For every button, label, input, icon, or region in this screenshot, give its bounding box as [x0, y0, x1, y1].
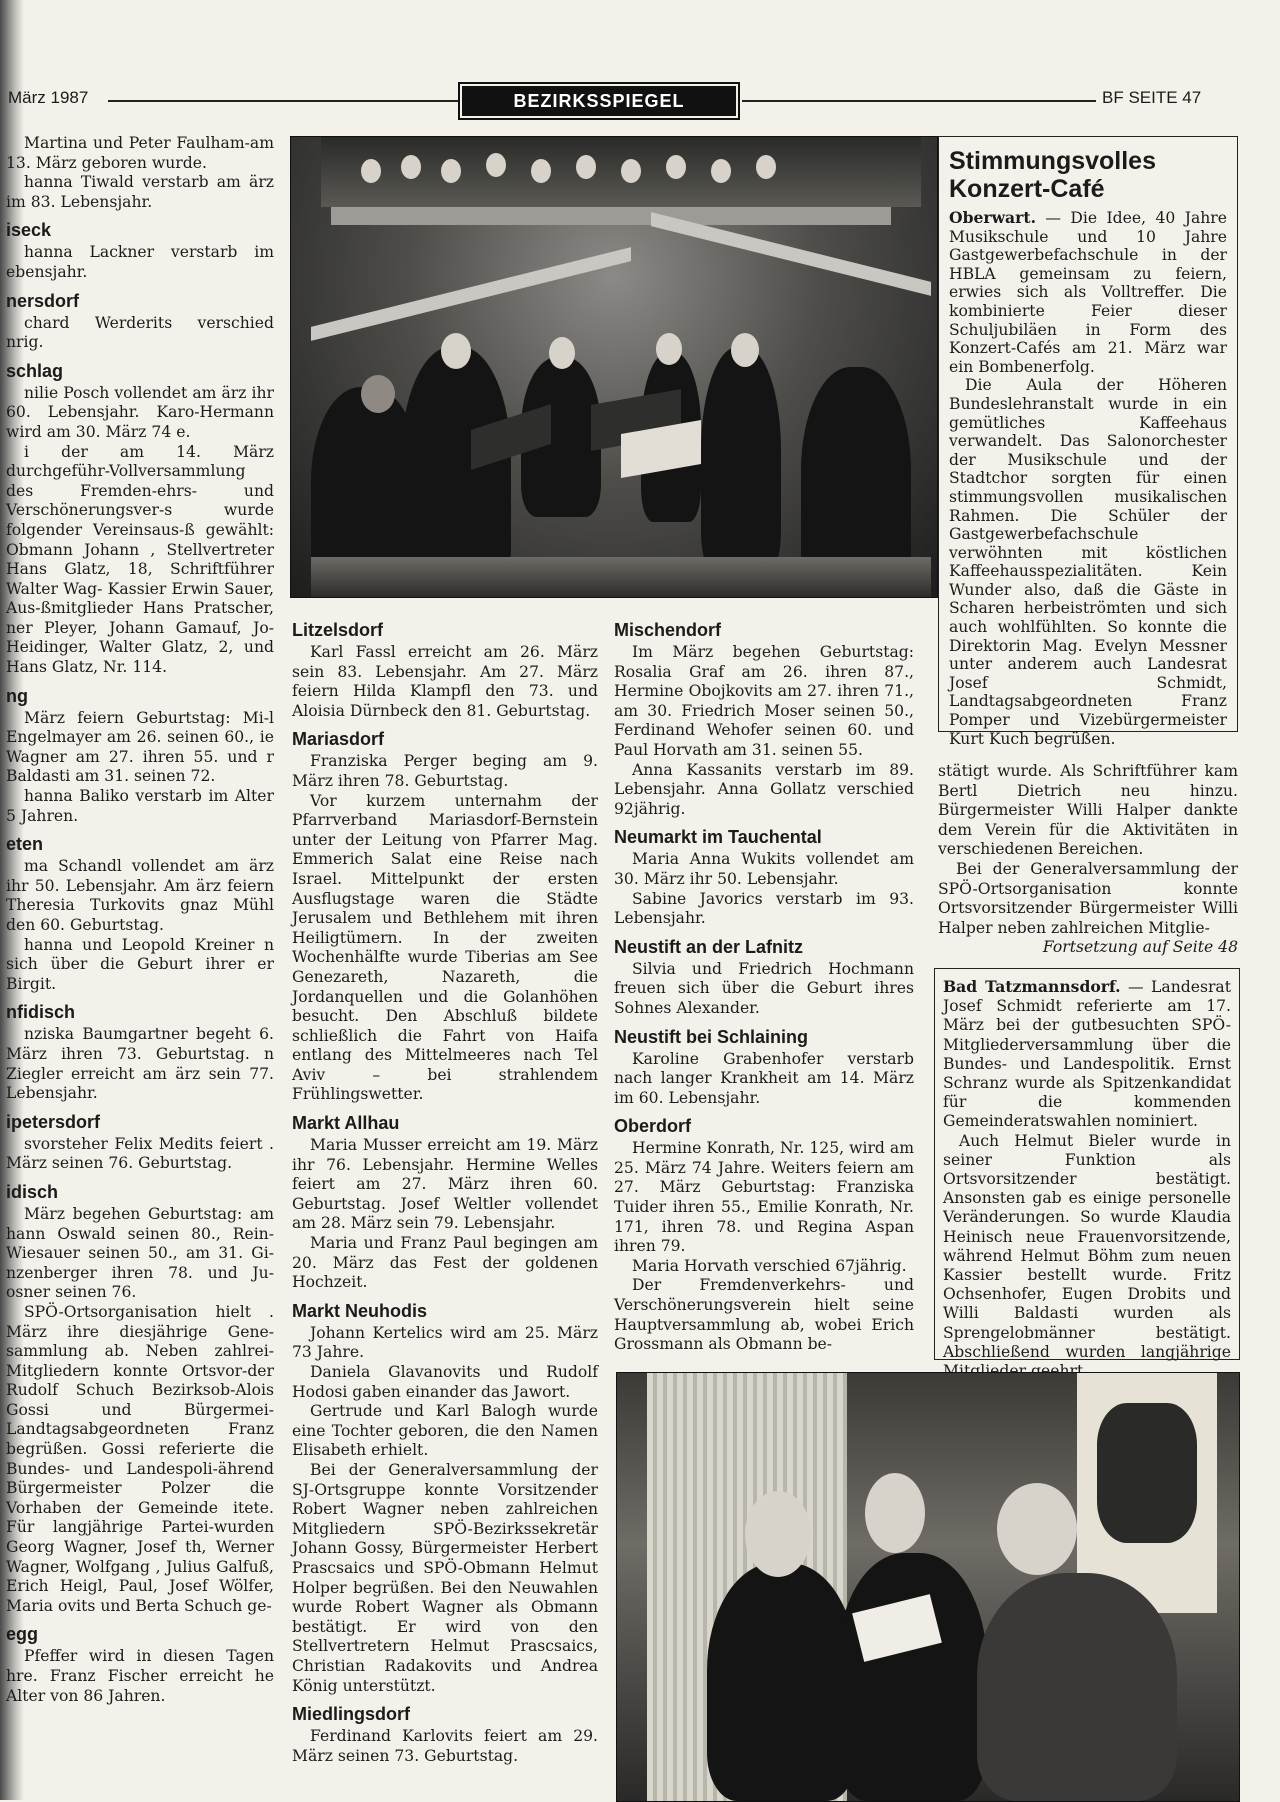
column-3-paragraph: Anna Kassanits verstarb im 89. Lebensjahr. Anna Gollatz verschied 92jährig. — [614, 760, 914, 818]
left-column-paragraph: März feiern Geburtstag: Mi-l Engelmayer am 26. seinen 60., ie Wagner am 27. ihren 55. und r Baldasti am 31. seinen 72. — [6, 708, 274, 786]
left-column-paragraph: i der am 14. März durchgeführ-Vollversammlung des Fremden-ehrs- und Verschönerungsver-s wurde folgender Vereinsaus-ß gewählt: Obmann Johann , Stellvertreter Hans Glatz, 18, Schriftführer Walter Wag- Kassier Erwin Sauer, Aus-ßmitglieder Hans Pratscher, ner Pleyer, Johann Gamauf, Jo- Heidinger, Walter Glatz, 2, und Hans Glatz, Nr. 114. — [6, 442, 274, 677]
left-column-heading: egg — [6, 1624, 39, 1645]
column-3-heading: Mischendorf — [614, 620, 722, 640]
column-2-heading: Mariasdorf — [292, 729, 385, 750]
concert-photo — [290, 136, 938, 598]
left-column-paragraph: chard Werderits verschied nrig. — [6, 313, 274, 352]
left-column-paragraph: hanna und Leopold Kreiner n sich über die Geburt ihrer er Birgit. — [6, 935, 274, 993]
column-3-paragraph: Maria Horvath verschied 67jährig. — [632, 1256, 907, 1275]
article-dateline: Oberwart. — [949, 208, 1036, 227]
tatzmannsdorf-p1: — Landesrat Josef Schmidt referierte am 17. März bei der gutbesuchten SPÖ-Mitgliederversammlung über die Bundes- und Landespolitik. Ernst Schranz wurde als Spitzenkandidat für die kommenden Gemeinderatswahlen nominiert. — [943, 978, 1231, 1131]
left-column-heading: iseck — [6, 220, 52, 241]
column-2-paragraph: Ferdinand Karlovits feiert am 29. März seinen 73. Geburtstag. — [292, 1727, 598, 1765]
left-column-paragraph: SPÖ-Ortsorganisation hielt . März ihre diesjährige Gene-sammlung ab. Neben zahlrei-Mitgliedern konnte Ortsvor-der Rudolf Schuch Bezirksob-Alois Gossi und Bürgermei-Landtagsabgeordneten Franz begrüßen. Gossi referierte die Bundes- und Landespoli-ährend Bürgermeister Polzer die Vorhaben der Gemeinde itete. Für langjährige Partei-wurden Georg Wagner, Josef th, Werner Wagner, Wolfgang , Julius Galfuß, Erich Heigl, Paul, Josef Wölfer, Maria ovits und Berta Schuch ge- — [6, 1302, 274, 1615]
column-2-heading: Litzelsdorf — [292, 620, 384, 640]
left-column-paragraph: Pfeffer wird in diesen Tagen hre. Franz Fischer erreicht he Alter von 86 Jahren. — [6, 1647, 274, 1705]
left-column-paragraph: nziska Baumgartner begeht 6. März ihren 73. Geburtstag. n Ziegler erreicht am ärz sein 77. Lebensjahr. — [6, 1025, 274, 1103]
column-2 — [292, 612, 598, 1766]
article-lead: — Die Idee, 40 Jahre Musikschule und 10 Jahre Gastgewerbefachschule in der HBLA gemeinsam zu feiern, erwies sich als Volltreffer. Die kombinierte Feier dieser Schuljubiläen in Form des Konzert-Cafés am 21. März war ein Bombenerfolg. — [949, 209, 1227, 376]
left-column-heading: nfidisch — [6, 1002, 76, 1023]
left-column-paragraph: ma Schandl vollendet am ärz ihr 50. Lebensjahr. Am ärz feiern Theresia Turkovits gnaz Mühl den 60. Geburtstag. — [6, 857, 274, 934]
column-4 — [938, 762, 1238, 958]
column-2-paragraph: Karl Fassl erreicht am 26. März sein 83. Lebensjahr. Am 27. März feiern Hilda Klampfl den 73. und Aloisia Dürnbeck den 81. Geburtstag. — [292, 643, 598, 720]
column-4-p2: Bei der Generalversammlung der SPÖ-Ortsorganisation konnte Ortsvorsitzender Bürgermeister Willi Halper neben zahlreichen Mitglie- — [938, 859, 1238, 937]
column-3-paragraph: Sabine Javorics verstarb im 93. Lebensjahr. — [614, 889, 914, 928]
column-2-paragraph: Maria Musser erreicht am 19. März ihr 76. Lebensjahr. Hermine Welles feiert am 27. März ihren 60. Geburtstag. Josef Weltler vollendet am 28. März sein 79. Lebensjahr. — [292, 1136, 598, 1233]
concert-cafe-article — [938, 136, 1238, 748]
left-column-paragraph: hanna Tiwald verstarb am ärz im 83. Lebensjahr. — [6, 173, 274, 211]
article-headline: Stimmungsvolles Konzert-Café — [949, 147, 1156, 203]
tatzmannsdorf-p2: Auch Helmut Bieler wurde in seiner Funktion als Ortsvorsitzender bestätigt. Ansonsten gab es einige personelle Veränderungen. So wurde Klaudia Heinisch neue Frauenvorsitzende, während Helmut Böhm zum neuen Kassier bestellt wurde. Fritz Ochsenhofer, Eugen Drobits und Willi Baldasti wurden als Sprengelobmänner bestätigt. Abschließend wurden langjährige — [943, 1131, 1231, 1361]
header-date: März 1987 — [8, 88, 89, 107]
column-2-paragraph: Bei der Generalversammlung der SJ-Ortsgruppe konnte Vorsitzender Robert Wagner neben zahlreichen Mitgliedern SPÖ-Bezirkssekretär Johann Gossy, Bürgermeister Herbert Prascsaics und SPÖ-Obmann Helmut Holper begrüßen. Bei den Neuwahlen wurde Robert Wagner als Obmann bestätigt. Er wird von den Stellvertretern Helmut Prascsaics, Christian Radakovits und Andrea König unterstützt. — [292, 1460, 598, 1695]
column-3-paragraph: Hermine Konrath, Nr. 125, wird am 25. März 74 Jahre. Weiters feiern am 27. März Geburtstag: Franziska Tuider ihren 55., Emilie Konrath, Nr. 171, ihren 78. und Regina Aspan ihren 79. — [614, 1139, 914, 1256]
left-column-heading: nersdorf — [6, 290, 80, 311]
column-3-heading: Oberdorf — [614, 1116, 692, 1137]
left-column-paragraph: hanna Baliko verstarb im Alter 5 Jahren. — [6, 787, 274, 825]
column-3-paragraph: Karoline Grabenhofer verstarb nach langer Krankheit am 14. März im 60. Lebensjahr. — [614, 1049, 914, 1107]
column-3-heading: Neumarkt im Tauchental — [614, 827, 822, 848]
column-2-paragraph: Gertrude und Karl Balogh wurde eine Tochter geboren, die den Namen Elisabeth erhielt. — [292, 1402, 598, 1460]
left-column-paragraph: nilie Posch vollendet am ärz ihr 60. Lebensjahr. Karo-Hermann wird am 30. März 74 e. — [6, 383, 274, 441]
column-2-heading: Markt Neuhodis — [292, 1300, 428, 1321]
header-rule-left — [108, 100, 460, 102]
column-3-paragraph: Maria Anna Wukits vollendet am 30. März ihr 50. Lebensjahr. — [614, 850, 914, 888]
column-4-p1: stätigt wurde. Als Schriftführer kam Bertl Dietrich neu hinzu. Bürgermeister Willi Halper dankte dem Verein für die Aktivitäten in verschiedenen Bereichen. — [938, 762, 1238, 859]
left-column — [0, 134, 274, 1706]
left-column-heading: eten — [6, 834, 44, 855]
page-number: BF SEITE 47 — [1102, 88, 1202, 107]
column-3-heading: Neustift an der Lafnitz — [614, 936, 804, 957]
tatzmannsdorf-article — [934, 968, 1240, 1360]
column-3-paragraph: Silvia und Friedrich Hochmann freuen sich über die Geburt ihres Sohnes Alexander. — [614, 959, 914, 1017]
column-2-heading: Miedlingsdorf — [292, 1704, 410, 1725]
left-column-heading: schlag — [6, 360, 64, 381]
column-3-paragraph: Im März begehen Geburtstag: Rosalia Graf am 26. ihren 87., Hermine Obojkovits am 27. ihren 71., am 30. Friedrich Moser seinen 50., Ferdinand Wehofer seinen 60. und Paul Horvath am 31. seinen 55. — [614, 643, 914, 759]
column-3-heading: Neustift bei Schlaining — [614, 1026, 809, 1047]
column-2-paragraph: Daniela Glavanovits und Rudolf Hodosi gaben einander das Jawort. — [292, 1363, 598, 1401]
column-3 — [614, 612, 914, 1355]
tatzmannsdorf-dateline: Bad Tatzmannsdorf. — [943, 977, 1121, 996]
column-2-paragraph: Vor kurzem unternahm der Pfarrverband Mariasdorf-Bernstein unter der Leitung von Pfarrer Mag. Emmerich Salat eine Reise nach Israel. Mittelpunkt der ersten Ausflugstage waren die Städte Jerusalem und Bethlehem mit ihren Heiligtümern. In der zweiten Wochenhälfte wurde Tiberias am See Genezareth, Nazareth, die Jordanquellen und die Golanhöhen besucht. Den Abschluß bildete schließlich die Fahrt von Haifa entlang des Mittelmeeres nach Tel Aviv – bei strahlendem Frühlingswetter. — [292, 791, 598, 1104]
column-2-paragraph: Maria und Franz Paul begingen am 20. März das Fest der goldenen Hochzeit. — [292, 1234, 598, 1292]
left-column-heading: ng — [6, 685, 28, 706]
left-column-heading: ipetersdorf — [6, 1111, 101, 1132]
column-2-paragraph: Johann Kertelics wird am 25. März 73 Jahre. — [292, 1323, 598, 1362]
article-body: Die Aula der Höheren Bundeslehranstalt wurde in ein gemütliches Kaffeehaus verwandelt. Das Salonorchester der Musikschule und der Stadtchor sorgten für einen stimmungsvollen musikalischen Rahmen. Die Schüler der Gastgewerbefachschule verwöhnten mit köstlichen Kaffeehausspezialitäten. Kein Wunder also, daß die Gäste in Scharen herbeiströmten und sich auch wohlfühlten. So konnte die Direktorin Mag. Evelyn Messner unter anderem auch Landesrat Josef Schmidt, Landtagsabgeordneten Franz Pomper und Vizebürgermeister Kurt Kuch begrüßen. — [949, 376, 1227, 748]
left-column-paragraph: Martina und Peter Faulham-am 13. März geboren wurde. — [6, 134, 274, 172]
column-3-paragraph: Der Fremdenverkehrs- und Verschönerungsverein hielt seine Hauptversammlung ab, wobei Erich Grossmann als Obmann be- — [614, 1276, 914, 1354]
left-column-paragraph: März begehen Geburtstag: am hann Oswald seinen 80., Rein-Wiesauer seinen 50., am 31. Gi-nzenberger ihren 78. und Ju-osner seinen 76. — [6, 1204, 274, 1302]
header-rule-right — [742, 100, 1096, 102]
column-2-paragraph: Franziska Perger beging am 9. März ihren 78. Geburtstag. — [292, 752, 598, 790]
left-column-heading: idisch — [6, 1181, 59, 1202]
left-column-paragraph: hanna Lackner verstarb im ebensjahr. — [6, 243, 274, 281]
section-title: BEZIRKSSPIEGEL — [462, 86, 736, 116]
left-column-paragraph: svorsteher Felix Medits feiert . März seinen 76. Geburtstag. — [6, 1134, 274, 1173]
continuation-note: Fortsetzung auf Seite 48 — [1042, 938, 1238, 957]
award-photo — [616, 1372, 1240, 1802]
column-2-heading: Markt Allhau — [292, 1113, 400, 1134]
